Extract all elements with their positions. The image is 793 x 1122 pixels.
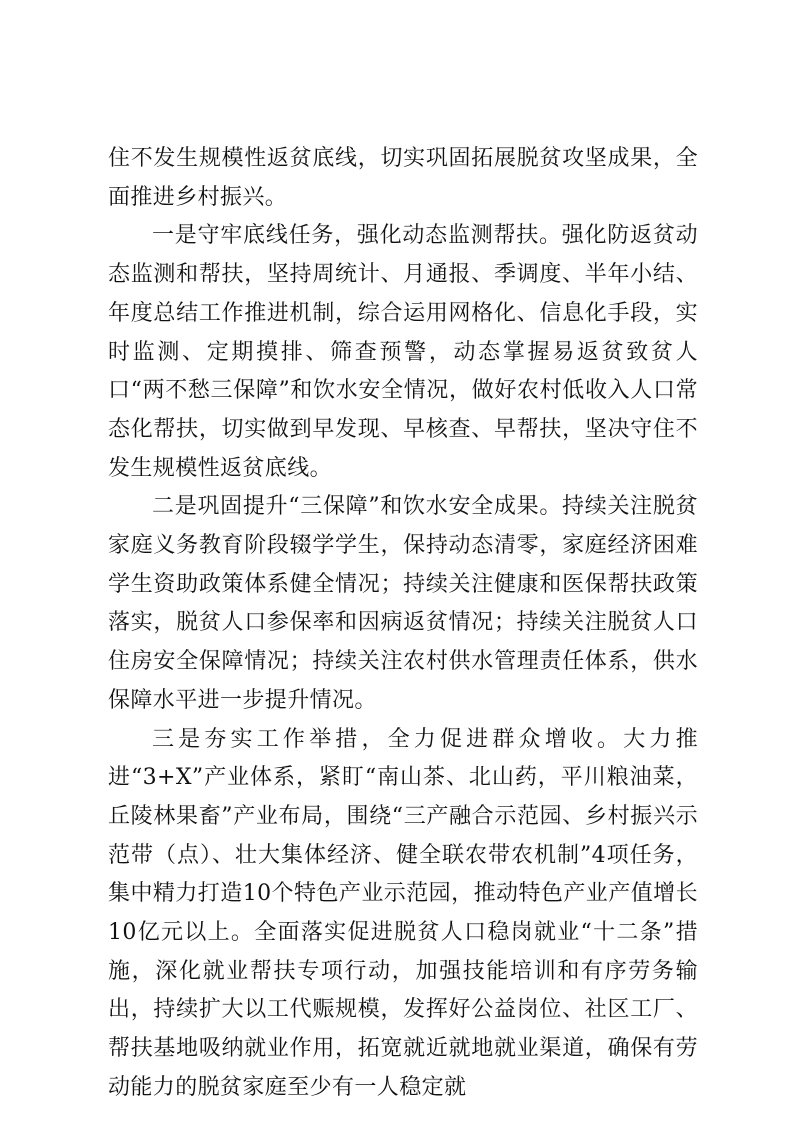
paragraph-item-one: 一是守牢底线任务，强化动态监测帮扶。强化防返贫动态监测和帮扶，坚持周统计、月通报、季调度、半年小结、年度总结工作推进机制，综合运用网格化、信息化手段，实时监测、定期摸排、筛查预警，动态掌握易返贫致贫人口“两不愁三保障”和饮水安全情况，做好农村低收入人口常态化帮扶，切实做到早发现、早核查、早帮扶，坚决守住不发生规模性返贫底线。	[108, 223, 698, 481]
paragraph-continued: 住不发生规模性返贫底线，切实巩固拓展脱贫攻坚成果，全面推进乡村振兴。	[108, 146, 698, 210]
document-body	[108, 140, 698, 1108]
paragraph-item-three: 三是夯实工作举措，全力促进群众增收。大力推进“3+X”产业体系，紧盯“南山茶、北山药，平川粮油菜，丘陵林果畜”产业布局，围绕“三产融合示范园、乡村振兴示范带（点）、壮大集体经济、健全联农带农机制”4项任务，集中精力打造10个特色产业示范园，推动特色产业产值增长10亿元以上。全面落实促进脱贫人口稳岗就业“十二条”措施，深化就业帮扶专项行动，加强技能培训和有序劳务输出，持续扩大以工代赈规模，发挥好公益岗位、社区工厂、帮扶基地吸纳就业作用，拓宽就近就地就业渠道，确保有劳动能力的脱贫家庭至少有一人稳定就	[108, 726, 698, 1100]
paragraph-item-two: 二是巩固提升“三保障”和饮水安全成果。持续关注脱贫家庭义务教育阶段辍学学生，保持动态清零，家庭经济困难学生资助政策体系健全情况；持续关注健康和医保帮扶政策落实，脱贫人口参保率和因病返贫情况；持续关注脱贫人口住房安全保障情况；持续关注农村供水管理责任体系，供水保障水平进一步提升情况。	[108, 494, 698, 713]
